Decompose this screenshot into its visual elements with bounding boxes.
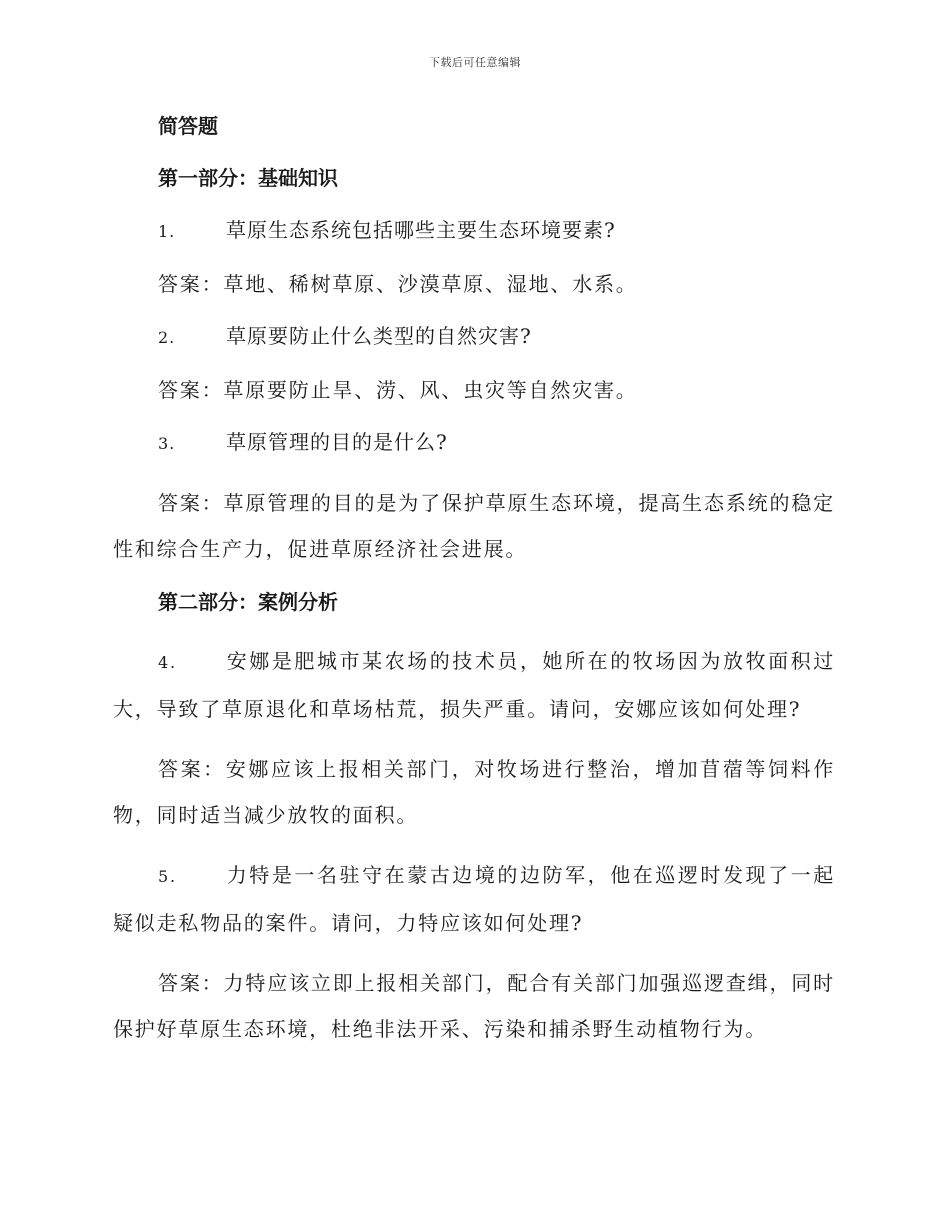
question-number: 5.: [158, 867, 177, 886]
question-text: 草原管理的目的是什么?: [226, 430, 448, 454]
question-4: [113, 638, 835, 732]
document-body: [113, 110, 835, 1066]
part1-heading: 第一部分：基础知识: [158, 166, 338, 190]
answer-1: 答案：草地、稀树草原、沙漠草原、湿地、水系。: [158, 272, 638, 296]
question-number: 2.: [158, 328, 176, 347]
question-text: 力特是一名驻守在蒙古边境的边防军，他在巡逻时发现了一起疑似走私物品的案件。请问，力特应该如何处理?: [113, 863, 835, 935]
question-3: [113, 426, 835, 460]
question-text: 草原要防止什么类型的自然灾害?: [226, 324, 532, 348]
question-number: 3.: [158, 434, 176, 453]
question-number: 1.: [158, 222, 176, 241]
part2-heading: 第二部分：案例分析: [158, 590, 338, 614]
question-2: [113, 320, 835, 354]
answer-3: 答案：草原管理的目的是为了保护草原生态环境，提高生态系统的稳定性和综合生产力，促进草原经济社会进展。: [113, 491, 835, 561]
question-text: 安娜是肥城市某农场的技术员，她所在的牧场因为放牧面积过大，导致了草原退化和草场枯荒，损失严重。请问，安娜应该如何处理?: [113, 649, 835, 721]
doc-title: 简答题: [158, 114, 218, 138]
question-number: 4.: [158, 653, 177, 672]
question-1: [113, 214, 835, 248]
answer-2: 答案：草原要防止旱、涝、风、虫灾等自然灾害。: [158, 378, 638, 402]
answer-4: 答案：安娜应该上报相关部门，对牧场进行整治，增加苜蓿等饲料作物，同时适当减少放牧的面积。: [113, 757, 835, 827]
question-text: 草原生态系统包括哪些主要生态环境要素?: [226, 218, 616, 242]
page-header: 下载后可任意编辑: [429, 56, 521, 69]
question-5: [113, 852, 835, 946]
answer-5: 答案：力特应该立即上报相关部门，配合有关部门加强巡逻查缉，同时保护好草原生态环境，杜绝非法开采、污染和捕杀野生动植物行为。: [113, 971, 835, 1041]
